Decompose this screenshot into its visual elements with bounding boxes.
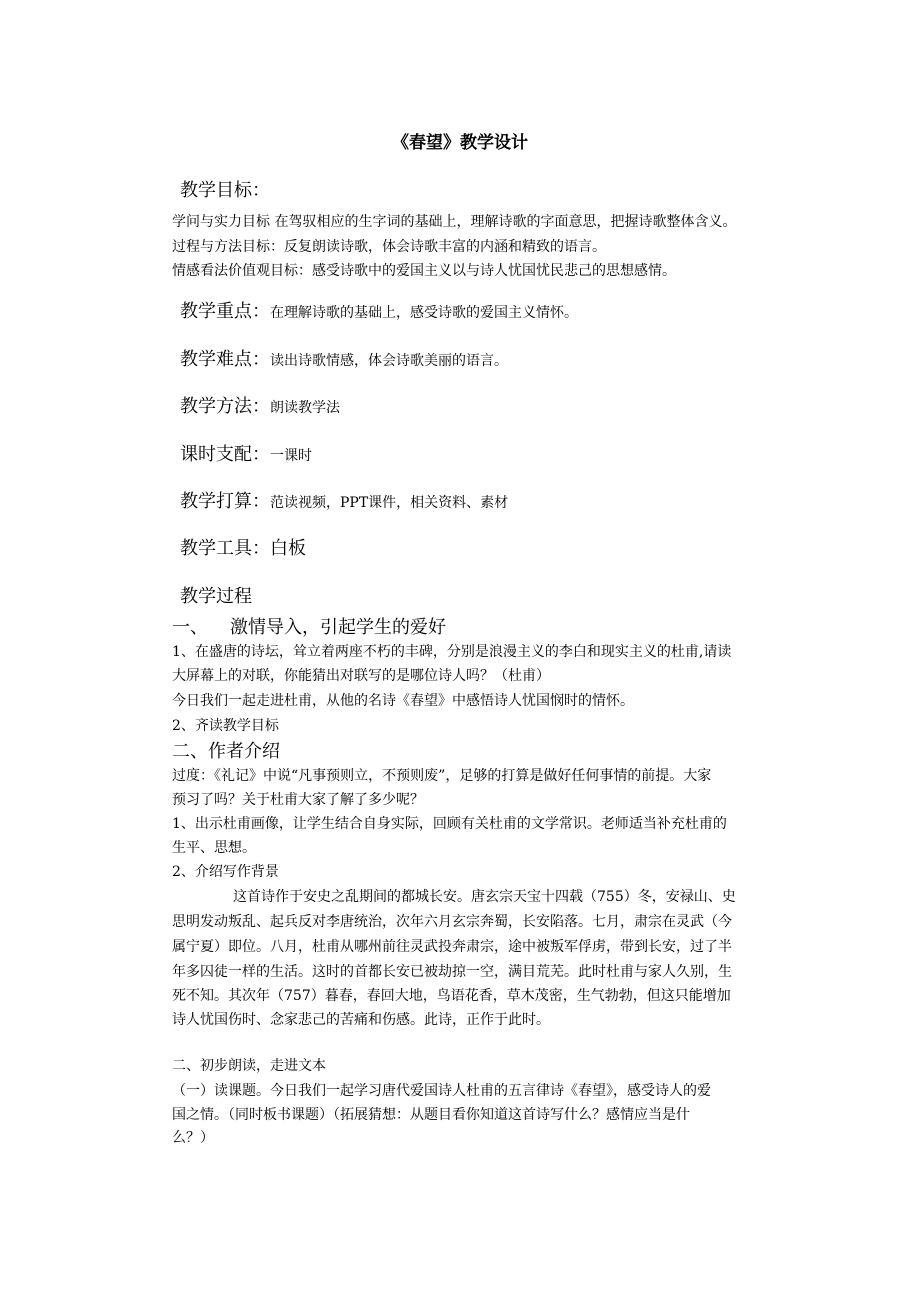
background-line: 诗人忧国伤时、念家悲己的苦痛和伤感。此诗，正作于此时。 xyxy=(172,1012,550,1028)
goal-line-knowledge: 学问与实力目标 在驾驭相应的生字词的基础上，理解诗歌的字面意思，把握诗歌整体含义。 xyxy=(172,214,737,230)
item-teaching-tools xyxy=(180,534,306,560)
document-title: 《春望》教学设计 xyxy=(392,133,528,153)
background-line: 死不知。其次年（757）暮春，春回大地，鸟语花香，草木茂密，生气勃勃，但这只能增加 xyxy=(172,988,731,1004)
section-1-number: 一、 xyxy=(172,617,208,638)
item-value: 范读视频，PPT课件，相关资料、素材 xyxy=(270,495,509,511)
background-line: 思明发动叛乱、起兵反对李唐统治，次年六月玄宗奔蜀，长安陷落。七月，肃宗在灵武（今 xyxy=(172,914,732,930)
item-value: 在理解诗歌的基础上，感受诗歌的爱国主义情怀。 xyxy=(270,305,578,321)
paragraph-line: 2、介绍写作背景 xyxy=(172,864,279,880)
paragraph-line: 国之情。（同时板书课题）（拓展猜想：从题目看你知道这首诗写什么？感情应当是什 xyxy=(172,1107,690,1123)
paragraph-line: 2、齐读教学目标 xyxy=(172,718,279,734)
paragraph-line: 过度：《礼记》中说“凡事预则立，不预则废”，足够的打算是做好任何事情的前提。大家 xyxy=(172,768,712,784)
item-value: 白板 xyxy=(270,538,306,559)
paragraph-line: 今日我们一起走进杜甫，从他的名诗《春望》中感悟诗人忧国悯时的情怀。 xyxy=(172,693,634,709)
item-label: 教学方法： xyxy=(180,396,270,417)
paragraph-line: 1、在盛唐的诗坛，耸立着两座不朽的丰碑，分别是浪漫主义的李白和现实主义的杜甫,请读 xyxy=(172,644,732,660)
goal-line-emotion: 情感看法价值观目标：感受诗歌中的爱国主义以与诗人忧国忧民悲己的思想感情。 xyxy=(172,263,676,279)
paragraph-line: 1、出示杜甫画像，让学生结合自身实际，回顾有关杜甫的文学常识。老师适当补充杜甫的 xyxy=(172,816,727,832)
item-preparation xyxy=(180,487,508,513)
paragraph-line: 大屏幕上的对联，你能猜出对联写的是哪位诗人吗？（杜甫） xyxy=(172,668,550,684)
item-class-hours xyxy=(180,440,312,466)
paragraph-line: （一）读课题。今日我们一起学习唐代爱国诗人杜甫的五言律诗《春望》，感受诗人的爱 xyxy=(172,1083,711,1099)
goals-heading: 教学目标： xyxy=(180,180,270,201)
goal-line-process: 过程与方法目标：反复朗读诗歌，体会诗歌丰富的内涵和精致的语言。 xyxy=(172,239,606,255)
item-teaching-method xyxy=(180,392,340,418)
paragraph-line: 么？） xyxy=(172,1130,214,1146)
item-label: 课时支配： xyxy=(180,444,270,465)
item-difficult-points xyxy=(180,345,508,371)
section-2-title: 二、作者介绍 xyxy=(172,741,280,762)
paragraph-line: 预习了吗？关于杜甫大家了解了多少呢？ xyxy=(172,792,424,808)
section-1-title: 激情导入，引起学生的爱好 xyxy=(230,617,446,638)
background-line: 这首诗作于安史之乱期间的都城长安。唐玄宗天宝十四载（755）冬，安禄山、史 xyxy=(233,889,736,905)
item-label: 教学打算： xyxy=(180,491,270,512)
process-heading: 教学过程 xyxy=(180,586,252,607)
background-line: 年多囚徒一样的生活。这时的首都长安已被劫掠一空，满目荒芜。此时杜甫与家人久别，生 xyxy=(172,964,732,980)
item-value: 朗读教学法 xyxy=(270,400,340,416)
paragraph-line: 生平、思想。 xyxy=(172,840,256,856)
item-label: 教学重点： xyxy=(180,301,270,322)
item-key-points xyxy=(180,297,578,323)
section-3-title: 二、初步朗读，走进文本 xyxy=(172,1058,326,1074)
item-label: 教学工具： xyxy=(180,538,270,559)
item-value: 一课时 xyxy=(270,448,312,464)
item-value: 读出诗歌情感，体会诗歌美丽的语言。 xyxy=(270,353,508,369)
item-label: 教学难点： xyxy=(180,349,270,370)
background-line: 属宁夏）即位。八月，杜甫从哪州前往灵武投奔肃宗，途中被叛军俘虏，带到长安，过了半 xyxy=(172,939,732,955)
